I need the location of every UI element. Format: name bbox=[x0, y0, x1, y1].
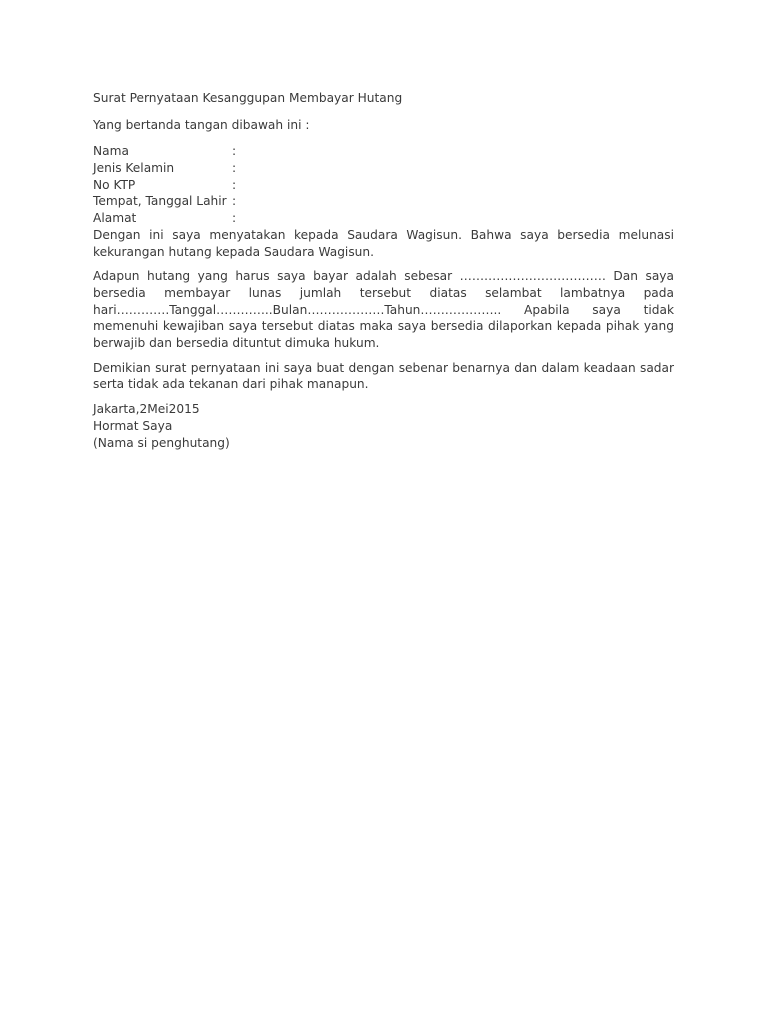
field-value bbox=[242, 193, 674, 210]
field-label: Nama bbox=[93, 144, 129, 159]
paragraph-declaration: Demikian surat pernyataan ini saya buat dengan sebenar benarnya dan dalam keadaan sadar serta tidak ada tekanan dari pihak manapun. bbox=[93, 360, 674, 392]
field-label: Alamat bbox=[93, 211, 137, 226]
field-value bbox=[242, 177, 674, 194]
field-row-tempat-tanggal-lahir bbox=[93, 193, 674, 210]
field-label: Jenis Kelamin bbox=[93, 161, 175, 176]
paragraph-debt-terms: Adapun hutang yang harus saya bayar adalah sebesar ……………………………… Dan saya bersedia membayar lunas jumlah tersebut diatas selambat lambatnya pada hari………….Tanggal…………..Bulan……………….Tahun……………….. Apabila saya tidak memenuhi kewajiban saya tersebut diatas maka saya bersedia dilaporkan kepada pihak yang berwajib dan bersedia dituntut dimuka hukum. bbox=[93, 269, 674, 351]
field-label: Tempat, Tanggal Lahir bbox=[93, 194, 227, 209]
field-row-nama bbox=[93, 143, 674, 160]
field-colon: : bbox=[232, 144, 237, 159]
field-colon: : bbox=[232, 194, 237, 209]
field-label: No KTP bbox=[93, 177, 136, 192]
field-colon: : bbox=[232, 161, 237, 176]
field-value bbox=[242, 210, 674, 227]
letter-content bbox=[93, 90, 674, 451]
letter-closing bbox=[93, 401, 674, 451]
field-row-no-ktp bbox=[93, 177, 674, 194]
paragraph-statement: Dengan ini saya menyatakan kepada Saudara Wagisun. Bahwa saya bersedia melunasi kekurangan hutang kepada Saudara Wagisun. bbox=[93, 227, 674, 259]
signatory-name: (Nama si penghutang) bbox=[93, 435, 230, 450]
regards-line: Hormat Saya bbox=[93, 418, 173, 433]
field-colon: : bbox=[232, 211, 237, 226]
letter-intro: Yang bertanda tangan dibawah ini : bbox=[93, 117, 310, 132]
field-value bbox=[242, 143, 674, 160]
field-row-jenis-kelamin bbox=[93, 160, 674, 177]
field-value bbox=[242, 160, 674, 177]
identity-fields bbox=[93, 143, 674, 226]
field-colon: : bbox=[232, 177, 237, 192]
letter-title: Surat Pernyataan Kesanggupan Membayar Hutang bbox=[93, 91, 403, 105]
field-row-alamat bbox=[93, 210, 674, 227]
place-date: Jakarta,2Mei2015 bbox=[93, 402, 200, 417]
